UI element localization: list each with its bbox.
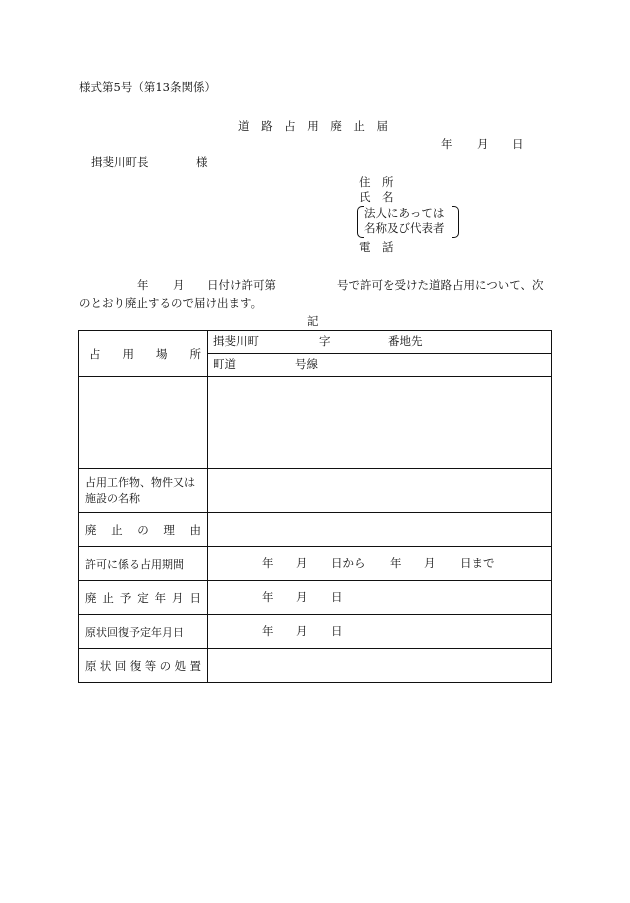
- body-year: 年: [137, 278, 149, 292]
- address-label: 住 所: [359, 175, 394, 189]
- table-row: [79, 513, 552, 547]
- abolish-date-label-char: 予: [119, 590, 132, 605]
- reason-label-char: 由: [189, 522, 201, 537]
- addressee-honorific: 様: [196, 155, 208, 169]
- abolish-date-label-char: 日: [189, 590, 201, 605]
- abolish-date-label-char: 月: [172, 590, 184, 605]
- form-number: 様式第5号（第13条関係）: [79, 80, 216, 94]
- title-char: 廃: [330, 119, 342, 133]
- table-row: [79, 581, 552, 615]
- addressee-name: 揖斐川町長: [91, 155, 149, 169]
- table-row: [79, 547, 552, 581]
- reason-label-cell: [79, 513, 208, 547]
- bracket-right: [452, 206, 459, 238]
- ki-heading: 記: [307, 314, 319, 328]
- place-label-char: 場: [156, 346, 168, 361]
- facility-label-cell: [79, 469, 208, 513]
- date-month: 月: [477, 137, 489, 151]
- place-aza: 字: [319, 334, 331, 348]
- abolish-date-label-char: 廃: [85, 590, 97, 605]
- period-day-from: 日から: [331, 555, 366, 570]
- phone-label: 電 話: [359, 240, 394, 254]
- restore-date-content-cell: [208, 615, 552, 649]
- restore-action-label-char: 状: [99, 658, 112, 673]
- corporate-note-line2: 名称及び代表者: [364, 221, 445, 235]
- restore-month: 月: [296, 623, 308, 638]
- reason-content-cell: [208, 513, 552, 547]
- abolish-date-content-cell: [208, 581, 552, 615]
- restore-action-label-char: の: [159, 658, 172, 673]
- place-address-cell: [208, 331, 552, 354]
- blank-label-cell: [79, 377, 208, 469]
- facility-content-cell: [208, 469, 552, 513]
- name-label: 氏 名: [359, 190, 394, 204]
- period-year-from: 年: [262, 555, 274, 570]
- restore-year: 年: [262, 623, 274, 638]
- corporate-note-line1: 法人にあっては: [364, 206, 445, 220]
- facility-label-line1: 占用工作物、物件又は: [85, 475, 195, 489]
- facility-label-line2: 施設の名称: [85, 491, 140, 505]
- table-row: [79, 649, 552, 683]
- place-town: 揖斐川町: [213, 334, 259, 348]
- restore-action-label-char: 等: [144, 658, 157, 673]
- abolish-month: 月: [296, 589, 308, 604]
- place-label-char: 占: [89, 346, 101, 361]
- date-year: 年: [441, 137, 453, 151]
- reason-label-char: の: [137, 522, 149, 537]
- title-char: 占: [284, 119, 296, 133]
- period-content-cell: [208, 547, 552, 581]
- place-label-char: 所: [189, 346, 201, 361]
- period-label-cell: 許可に係る占用期間: [79, 547, 208, 581]
- place-road-cell: [208, 354, 552, 377]
- body-month: 月: [173, 278, 185, 292]
- place-label-char: 用: [122, 346, 134, 361]
- abolish-day: 日: [331, 589, 343, 604]
- title-char: 届: [376, 119, 388, 133]
- title-char: 路: [261, 119, 273, 133]
- table-row: [79, 377, 552, 469]
- place-road: 町道: [213, 357, 236, 371]
- restore-action-label-char: 処: [174, 658, 187, 673]
- blank-content-cell: [208, 377, 552, 469]
- abolish-year: 年: [262, 589, 274, 604]
- place-road-line: 号線: [295, 357, 318, 371]
- body-day-permit: 日付け許可第: [207, 278, 276, 292]
- period-month-from: 月: [296, 555, 308, 570]
- restore-action-content-cell: [208, 649, 552, 683]
- abolish-date-label-char: 定: [137, 590, 149, 605]
- title-char: 止: [353, 119, 365, 133]
- restore-action-label-cell: [79, 649, 208, 683]
- restore-action-label-char: 復: [129, 658, 142, 673]
- restore-date-label-cell: 原状回復予定年月日: [79, 615, 208, 649]
- period-year-to: 年: [390, 555, 402, 570]
- bracket-left: [357, 206, 364, 238]
- abolish-date-label-char: 止: [102, 590, 114, 605]
- abolish-date-label-cell: [79, 581, 208, 615]
- restore-action-label-char: 回: [114, 658, 127, 673]
- period-day-to: 日まで: [460, 555, 495, 570]
- document-title: [238, 121, 388, 133]
- title-char: 用: [307, 119, 319, 133]
- restore-action-label-char: 置: [189, 658, 201, 673]
- abolish-date-label-char: 年: [154, 590, 167, 605]
- date-day: 日: [512, 137, 524, 151]
- place-banchi: 番地先: [388, 334, 423, 348]
- period-month-to: 月: [424, 555, 436, 570]
- body-line2: のとおり廃止するので届け出ます。: [79, 296, 263, 310]
- table-row: [79, 615, 552, 649]
- place-label-cell: [79, 331, 208, 377]
- form-table: [78, 330, 552, 683]
- title-char: 道: [238, 119, 250, 133]
- reason-label-char: 廃: [85, 522, 97, 537]
- reason-label-char: 理: [163, 522, 175, 537]
- table-row: [79, 469, 552, 513]
- reason-label-char: 止: [111, 522, 123, 537]
- restore-day: 日: [331, 623, 343, 638]
- restore-action-label-char: 原: [85, 658, 97, 673]
- table-row: [79, 331, 552, 354]
- body-number-text: 号で許可を受けた道路占用について、次: [337, 278, 544, 292]
